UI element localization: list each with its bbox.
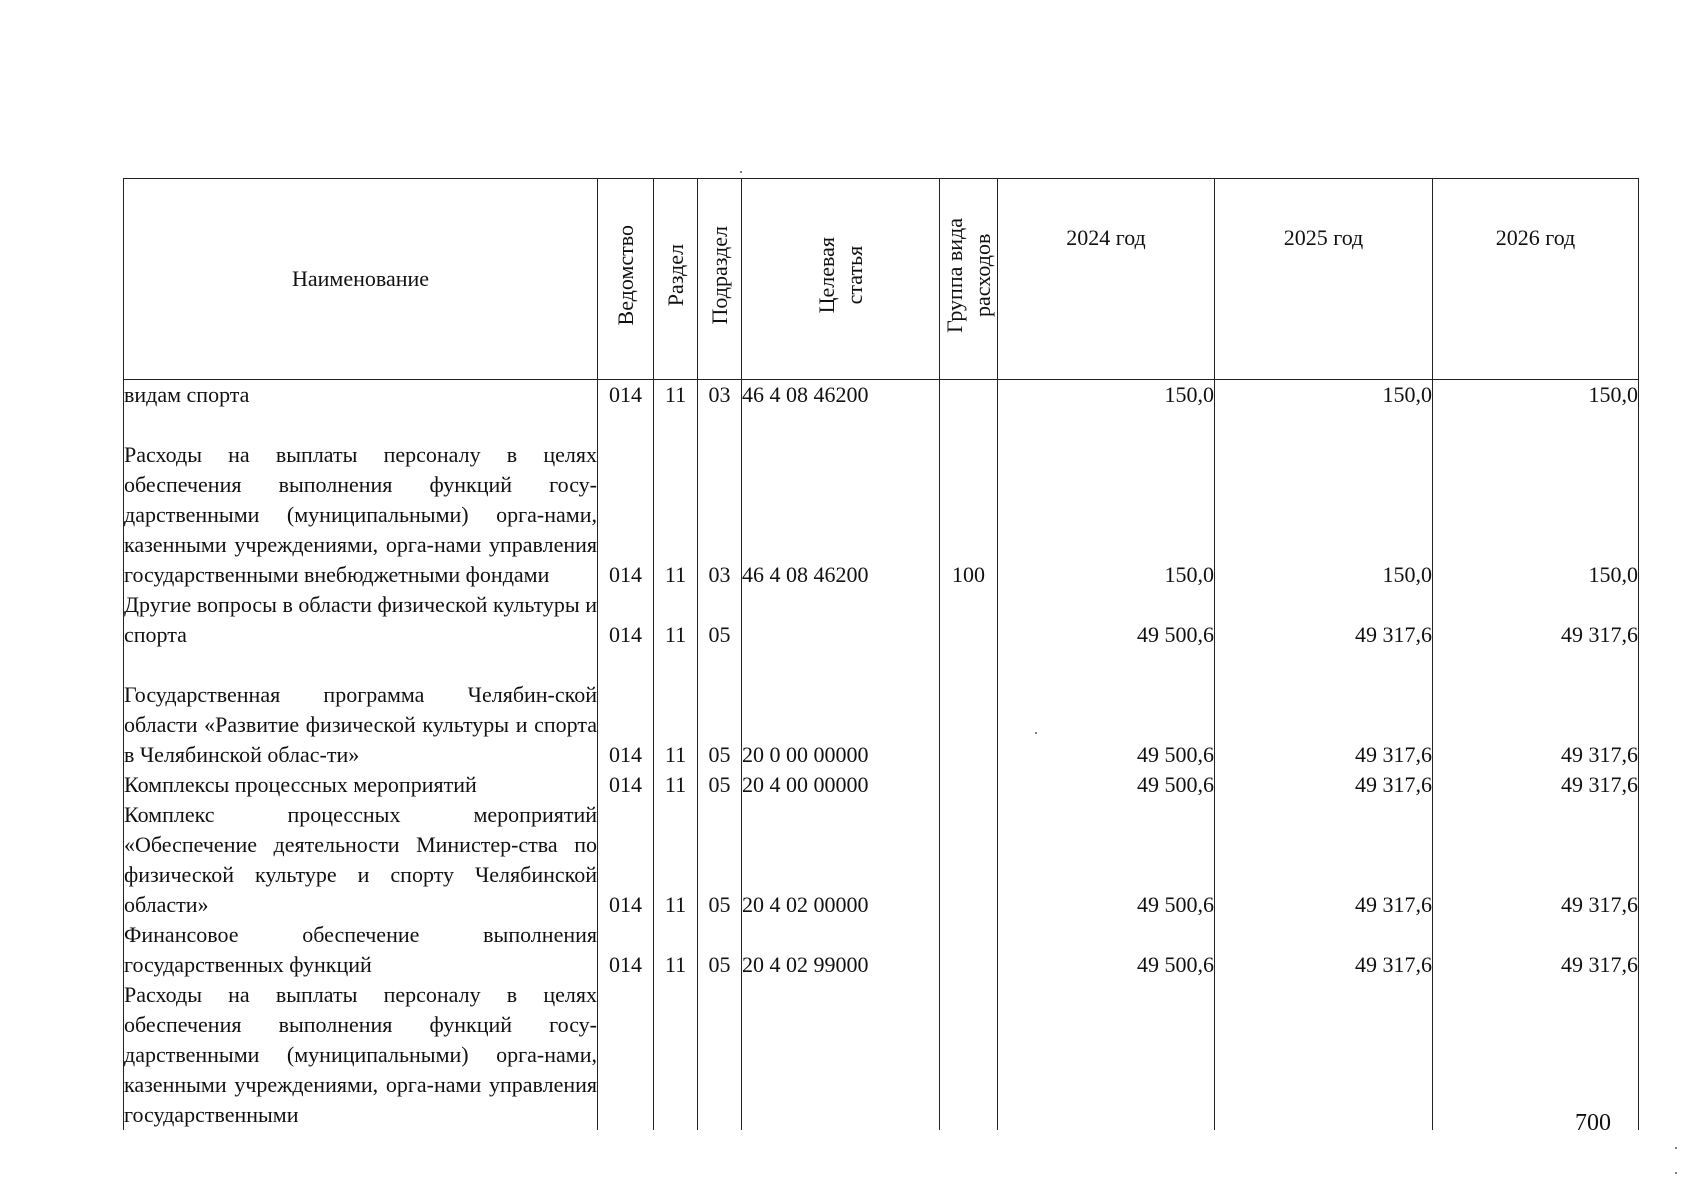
row-2025: 150,0 <box>1215 380 1433 411</box>
table-row <box>124 770 1639 800</box>
table-row <box>124 980 1639 1130</box>
row-subsection: 03 <box>698 380 742 411</box>
header-2024: 2024 год <box>998 179 1215 380</box>
row-dept: 014 <box>598 770 654 800</box>
table-row <box>124 410 1639 590</box>
row-dept <box>598 980 654 1130</box>
row-name: Расходы на выплаты персоналу в целях обеспечения выполнения функций госу-дарственными (муниципальными) орга-нами, казенными учреждениями, орга-нами управления государственными внебюджетными фондами <box>124 410 598 590</box>
row-group <box>940 380 998 411</box>
header-2025: 2025 год <box>1215 179 1433 380</box>
scan-speck <box>740 171 742 173</box>
row-group <box>940 590 998 650</box>
table-row <box>124 380 1639 411</box>
table-row <box>124 800 1639 920</box>
row-2024: 49 500,6 <box>998 920 1215 980</box>
table-row <box>124 650 1639 770</box>
row-2025: 49 317,6 <box>1215 800 1433 920</box>
row-subsection: 05 <box>698 800 742 920</box>
row-dept: 014 <box>598 920 654 980</box>
row-target: 20 0 00 00000 <box>742 650 940 770</box>
row-2025: 150,0 <box>1215 410 1433 590</box>
row-section: 11 <box>654 590 698 650</box>
row-2026: 49 317,6 <box>1433 650 1639 770</box>
row-subsection: 05 <box>698 590 742 650</box>
row-name: Расходы на выплаты персоналу в целях обеспечения выполнения функций госу-дарственными (муниципальными) орга-нами, казенными учреждениями, орга-нами управления государственными <box>124 980 598 1130</box>
scan-speck <box>1675 1172 1677 1174</box>
row-2026: 49 317,6 <box>1433 800 1639 920</box>
row-group <box>940 770 998 800</box>
row-group <box>940 650 998 770</box>
row-name: Финансовое обеспечение выполнения государственных функций <box>124 920 598 980</box>
row-2024: 49 500,6 <box>998 770 1215 800</box>
table-body <box>124 380 1639 1131</box>
row-2025: 49 317,6 <box>1215 650 1433 770</box>
header-group: Группа вида расходов <box>940 179 998 380</box>
row-target <box>742 590 940 650</box>
row-2026: 150,0 <box>1433 380 1639 411</box>
row-subsection <box>698 980 742 1130</box>
row-section: 11 <box>654 650 698 770</box>
row-group <box>940 980 998 1130</box>
row-name: Комплексы процессных мероприятий <box>124 770 598 800</box>
table-header <box>124 179 1639 380</box>
row-name: Государственная программа Челябин-ской области «Развитие физической культуры и спорта в Челябинской облас-ти» <box>124 650 598 770</box>
header-subsection: Подраздел <box>698 179 742 380</box>
row-subsection: 05 <box>698 770 742 800</box>
row-2026: 49 317,6 <box>1433 770 1639 800</box>
row-target: 46 4 08 46200 <box>742 410 940 590</box>
row-2026: 49 317,6 <box>1433 590 1639 650</box>
header-2026: 2026 год <box>1433 179 1639 380</box>
row-2025: 49 317,6 <box>1215 590 1433 650</box>
row-dept: 014 <box>598 590 654 650</box>
row-2024: 49 500,6 <box>998 650 1215 770</box>
row-dept: 014 <box>598 380 654 411</box>
row-2025: 49 317,6 <box>1215 920 1433 980</box>
row-group <box>940 800 998 920</box>
row-section: 11 <box>654 770 698 800</box>
row-target: 20 4 02 00000 <box>742 800 940 920</box>
row-subsection: 03 <box>698 410 742 590</box>
row-name: Другие вопросы в области физической культуры и спорта <box>124 590 598 650</box>
header-name: Наименование <box>124 179 598 380</box>
header-target: Целевая статья <box>742 179 940 380</box>
row-dept: 014 <box>598 650 654 770</box>
row-target: 20 4 00 00000 <box>742 770 940 800</box>
scan-speck <box>1035 732 1037 734</box>
row-dept: 014 <box>598 800 654 920</box>
row-section: 11 <box>654 800 698 920</box>
row-group: 100 <box>940 410 998 590</box>
budget-table <box>123 178 1639 1130</box>
row-2025: 49 317,6 <box>1215 770 1433 800</box>
row-section: 11 <box>654 920 698 980</box>
row-2024: 49 500,6 <box>998 800 1215 920</box>
row-2024: 150,0 <box>998 410 1215 590</box>
row-2024: 150,0 <box>998 380 1215 411</box>
header-section: Раздел <box>654 179 698 380</box>
row-name: Комплекс процессных мероприятий «Обеспечение деятельности Министер-ства по физической культуре и спорту Челябинской области» <box>124 800 598 920</box>
row-2024: 49 500,6 <box>998 590 1215 650</box>
row-subsection: 05 <box>698 650 742 770</box>
row-section: 11 <box>654 410 698 590</box>
row-target: 20 4 02 99000 <box>742 920 940 980</box>
row-2026: 150,0 <box>1433 410 1639 590</box>
row-section <box>654 980 698 1130</box>
row-2024 <box>998 980 1215 1130</box>
row-subsection: 05 <box>698 920 742 980</box>
row-2025 <box>1215 980 1433 1130</box>
row-target <box>742 980 940 1130</box>
header-dept: Ведомство <box>598 179 654 380</box>
row-2026 <box>1433 980 1639 1130</box>
table-row <box>124 920 1639 980</box>
scan-speck <box>1675 1147 1677 1149</box>
table-row <box>124 590 1639 650</box>
row-group <box>940 920 998 980</box>
row-dept: 014 <box>598 410 654 590</box>
row-name: видам спорта <box>124 380 598 411</box>
row-section: 11 <box>654 380 698 411</box>
row-2026: 49 317,6 <box>1433 920 1639 980</box>
row-target: 46 4 08 46200 <box>742 380 940 411</box>
page-number: 700 <box>1575 1110 1611 1136</box>
